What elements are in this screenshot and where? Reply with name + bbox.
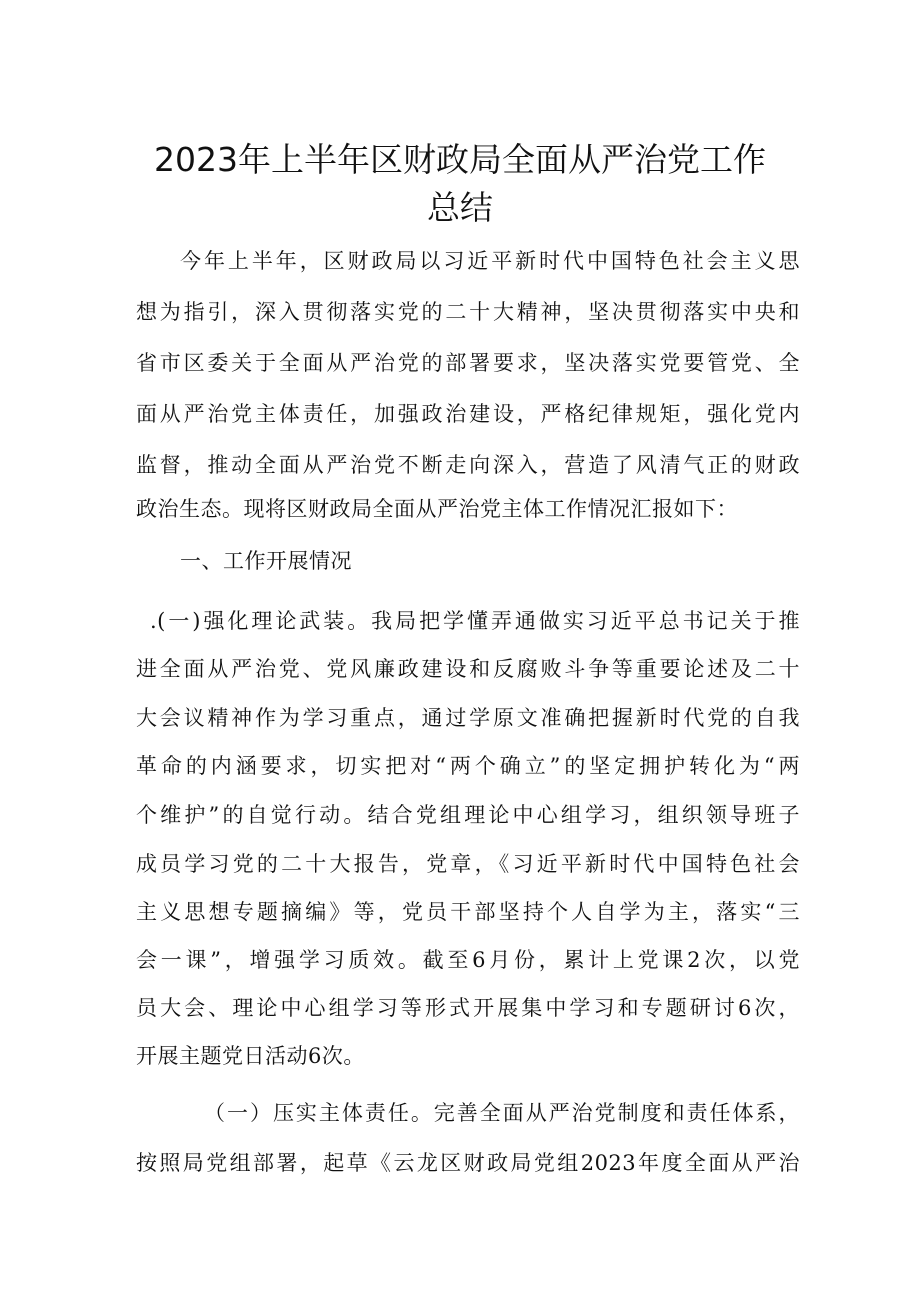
para1-line: 革命的内涵要求，切实把对“两个确立”的坚定拥护转化为“两 (136, 754, 800, 778)
intro-line: 面从严治党主体责任，加强政治建设，严格纪律规矩，强化党内 (136, 402, 800, 426)
para1-line: 个维护”的自觉行动。结合党组理论中心组学习，组织领导班子 (136, 803, 800, 827)
section-heading: 一、工作开展情况 (180, 549, 352, 573)
para1-line: 大会议精神作为学习重点，通过学原文准确把握新时代党的自我 (136, 706, 800, 730)
intro-line: 今年上半年，区财政局以习近平新时代中国特色社会主义思 (180, 249, 800, 273)
intro-line: 监督，推动全面从严治党不断走向深入，营造了风清气正的财政 (136, 453, 800, 477)
intro-line: 省市区委关于全面从严治党的部署要求，坚决落实党要管党、全 (136, 351, 800, 375)
para1-line: 主义思想专题摘编》等，党员干部坚持个人自学为主，落实“三 (136, 900, 800, 924)
intro-line: 政治生态。现将区财政局全面从严治党主体工作情况汇报如下： (136, 497, 738, 521)
para1-line: .(一)强化理论武装。我局把学懂弄通做实习近平总书记关于推 (150, 609, 800, 633)
para1-line: 开展主题党日活动6次。 (136, 1044, 365, 1068)
para1-line: 进全面从严治党、党风廉政建设和反腐败斗争等重要论述及二十 (136, 657, 800, 681)
para1-line: 会一课”，增强学习质效。截至6月份，累计上党课2次，以党 (136, 948, 800, 972)
para1-line: 成员学习党的二十大报告，党章，《习近平新时代中国特色社会 (136, 852, 800, 876)
document-title-line-2: 总结 (427, 188, 493, 227)
para1-line: 员大会、理论中心组学习等形式开展集中学习和专题研讨6次， (136, 996, 800, 1020)
para2-line: 按照局党组部署，起草《云龙区财政局党组2023年度全面从严治 (136, 1151, 800, 1175)
intro-line: 想为指引，深入贯彻落实党的二十大精神，坚决贯彻落实中央和 (136, 300, 800, 324)
document-title-line-1: 2023年上半年区财政局全面从严治党工作 (154, 140, 766, 179)
para2-line: （一）压实主体责任。完善全面从严治党制度和责任体系， (204, 1101, 800, 1125)
